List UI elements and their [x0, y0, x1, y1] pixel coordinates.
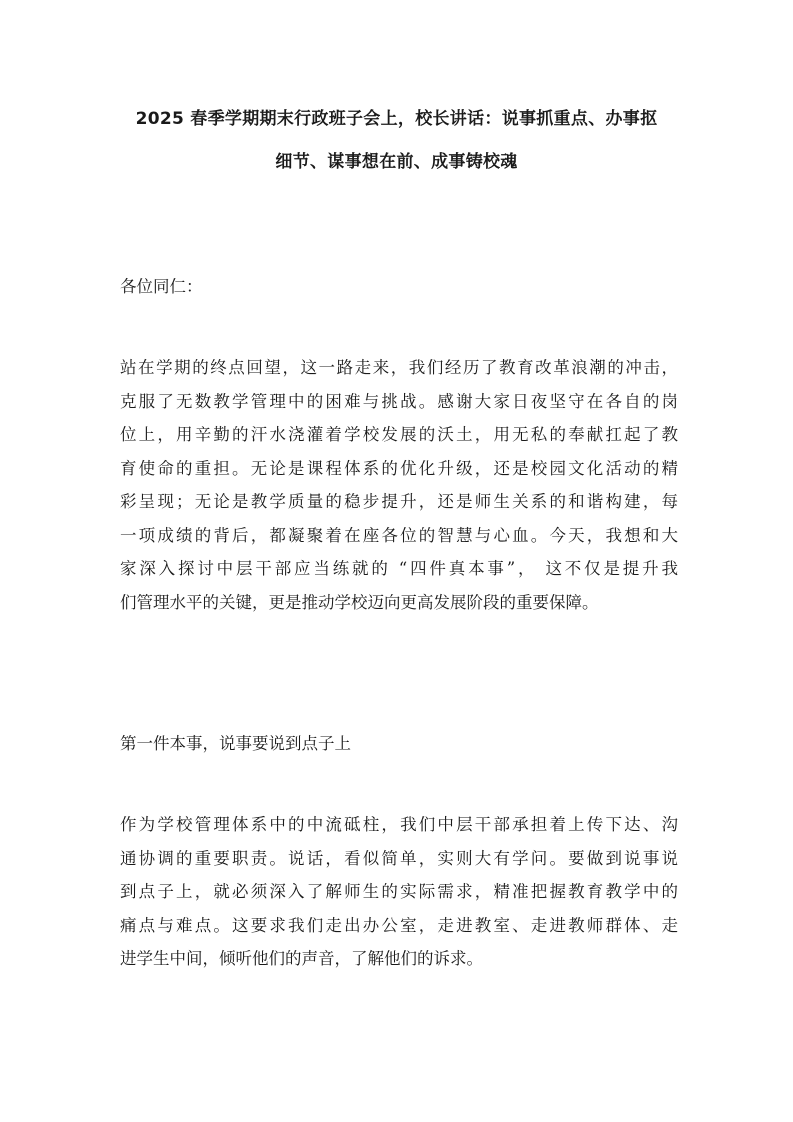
paragraph-line: 通协调的重要职责。说话，看似简单，实则大有学问。要做到说事说	[120, 848, 678, 868]
paragraph-line: 克服了无数教学管理中的困难与挑战。感谢大家日夜坚守在各自的岗	[120, 391, 678, 411]
section-heading-1: 第一件本事，说事要说到点子上	[120, 734, 351, 753]
paragraph-line: 位上，用辛勤的汗水浇灌着学校发展的沃土，用无私的奉献扛起了教	[120, 425, 678, 444]
salutation: 各位同仁：	[120, 277, 203, 296]
paragraph-line: 痛点与难点。这要求我们走出办公室，走进教室、走进教师群体、走	[120, 915, 678, 935]
document-title	[110, 98, 683, 184]
paragraph-section-1	[120, 808, 678, 976]
paragraph-opening	[120, 351, 678, 619]
paragraph-line: 们管理水平的关键，更是推动学校迈向更高发展阶段的重要保障。	[120, 592, 599, 612]
paragraph-line: 进学生中间，倾听他们的声音，了解他们的诉求。	[120, 949, 483, 968]
paragraph-line: 家深入探讨中层干部应当练就的 “四件真本事”， 这不仅是提升我	[120, 559, 678, 578]
title-line-1: 2025 春季学期期末行政班子会上，校长讲话：说事抓重点、办事抠	[135, 109, 658, 129]
paragraph-line: 到点子上，就必须深入了解师生的实际需求，精准把握教育教学中的	[120, 882, 678, 901]
paragraph-line: 彩呈现；无论是教学质量的稳步提升，还是师生关系的和谐构建，每	[120, 492, 678, 511]
paragraph-line: 站在学期的终点回望，这一路走来，我们经历了教育改革浪潮的冲击，	[120, 358, 678, 377]
paragraph-line: 作为学校管理体系中的中流砥柱，我们中层干部承担着上传下达、沟	[120, 815, 678, 834]
paragraph-line: 育使命的重担。无论是课程体系的优化升级，还是校园文化活动的精	[120, 458, 678, 478]
title-line-2: 细节、谋事想在前、成事铸校魂	[275, 152, 518, 172]
paragraph-line: 一项成绩的背后，都凝聚着在座各位的智慧与心血。今天，我想和大	[120, 525, 678, 545]
